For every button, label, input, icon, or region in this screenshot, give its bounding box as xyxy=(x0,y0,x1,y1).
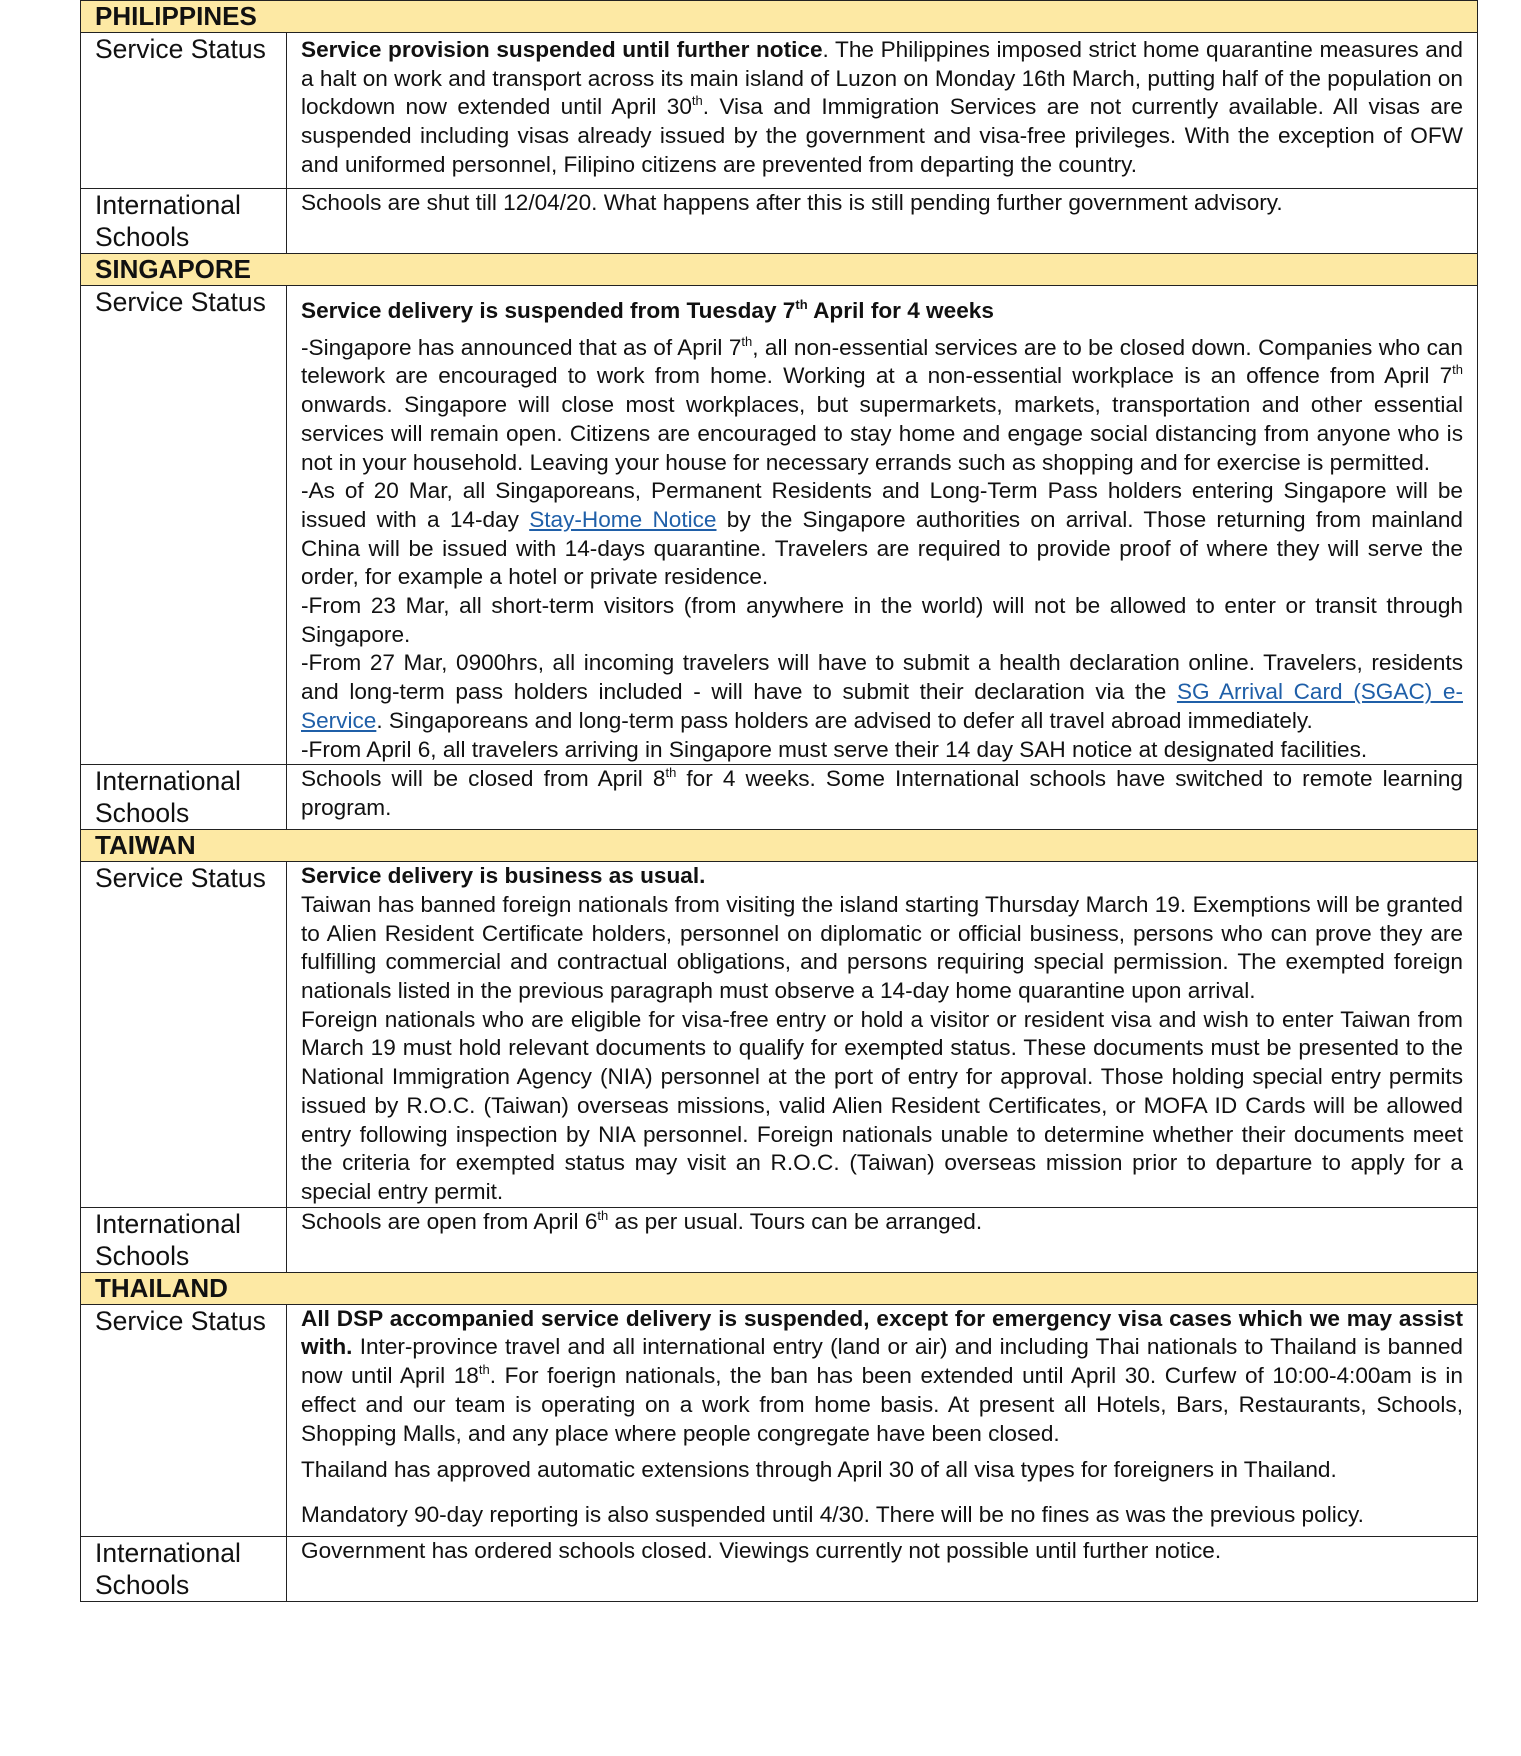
country-header-row xyxy=(81,254,1478,286)
international-schools-content: Schools are shut till 12/04/20. What happens after this is still pending further government advisory. xyxy=(287,189,1478,254)
international-schools-content: Government has ordered schools closed. Viewings currently not possible until further notice. xyxy=(287,1536,1478,1601)
service-status-label: Service Status xyxy=(81,286,287,765)
service-text: -Singapore has announced that as of April 7 xyxy=(301,334,742,360)
service-text: . Visa and Immigration Services are not currently available. All visas are suspended including visas already issued by the government and visa-free privileges. With the exception of OFW and uniformed personnel, Filipino citizens are prevented from departing the country. xyxy=(301,94,1463,177)
service-status-content xyxy=(287,1304,1478,1536)
country-header-row xyxy=(81,1,1478,33)
service-text: by the Singapore authorities on arrival. Those returning from mainland China will be issued with 14-days quarantine. Travelers are required to provide proof of where they will serve the order, for example a hotel or private residence. xyxy=(301,506,1463,590)
country-name: SINGAPORE xyxy=(81,254,1478,286)
service-paragraph xyxy=(301,477,1463,592)
international-schools-row xyxy=(81,189,1478,254)
international-schools-content xyxy=(287,1207,1478,1272)
service-lead: Service delivery is business as usual. xyxy=(301,863,706,889)
service-status-label: Service Status xyxy=(81,862,287,1207)
service-text: , all non-essential services are to be closed down. Companies who can telework are encouraged to work from home. Working at a non-essential workplace is an offence from April 7 xyxy=(301,334,1463,389)
service-text: onwards. Singapore will close most workplaces, but supermarkets, markets, transportation and other essential services will remain open. Citizens are encouraged to stay home and engage social distancing from anyone who is not in your household. Leaving your house for necessary errands such as shopping and for exercise is permitted. xyxy=(301,392,1463,475)
service-text: . For foerign nationals, the ban has been extended until April 30. Curfew of 10:00-4:00am is in effect and our team is operating on a work from home basis. At present all Hotels, Bars, Restaurants, Schools, Shopping Malls, and any place where people congregate have been closed. xyxy=(301,1363,1463,1446)
service-status-content xyxy=(287,862,1478,1207)
superscript: th xyxy=(1452,362,1463,378)
superscript: th xyxy=(478,1362,490,1378)
service-paragraph: -From April 6, all travelers arriving in Singapore must serve their 14 day SAH notice at designated facilities. xyxy=(301,736,1368,762)
country-status-table xyxy=(80,0,1478,1602)
international-schools-row xyxy=(81,765,1478,830)
service-paragraph: Taiwan has banned foreign nationals from visiting the island starting Thursday March 19. Exemptions will be granted to Alien Resident Certificate holders, personnel on diplomatic or official business, persons who can prove they are fulfilling commercial and contractual obligations, and persons requiring special permission. The exempted foreign nationals listed in the previous paragraph must observe a 14-day home quarantine upon arrival. xyxy=(301,891,1463,1004)
superscript: th xyxy=(665,765,677,781)
service-text: . The Philippines imposed strict home quarantine measures and a halt on work and transport across its main island of Luzon on Monday 16th March, putting half of the population on lockdown now extended until April 30 xyxy=(301,37,1463,120)
country-name: PHILIPPINES xyxy=(81,1,1478,33)
schools-text: Schools are open from April 6 xyxy=(301,1208,598,1234)
schools-text: as per usual. Tours can be arranged. xyxy=(608,1208,983,1234)
international-schools-content xyxy=(287,765,1478,830)
service-text: . Singaporeans and long-term pass holders are advised to defer all travel abroad immediately. xyxy=(376,707,1313,733)
superscript: th xyxy=(597,1207,609,1223)
service-paragraph xyxy=(301,334,1463,478)
service-paragraph: -From 23 Mar, all short-term visitors (from anywhere in the world) will not be allowed to enter or transit through Singapore. xyxy=(301,593,1463,647)
superscript: th xyxy=(741,333,753,349)
service-lead xyxy=(301,297,1463,326)
service-lead-text: April for 4 weeks xyxy=(807,298,994,323)
service-paragraph xyxy=(301,649,1463,735)
international-schools-row xyxy=(81,1536,1478,1601)
service-status-content xyxy=(287,286,1478,765)
service-status-label: Service Status xyxy=(81,1304,287,1536)
service-status-row xyxy=(81,862,1478,1207)
international-schools-row xyxy=(81,1207,1478,1272)
international-schools-label: International Schools xyxy=(81,765,287,830)
service-paragraph xyxy=(301,1305,1463,1449)
country-name: TAIWAN xyxy=(81,830,1478,862)
sg-arrival-card-link[interactable]: SG Arrival Card (SGAC) e-Service xyxy=(301,679,1463,733)
country-name: THAILAND xyxy=(81,1272,1478,1304)
service-status-row xyxy=(81,286,1478,765)
service-paragraph: Thailand has approved automatic extensions through April 30 of all visa types for foreigners in Thailand. xyxy=(301,1457,1337,1483)
service-paragraph: Foreign nationals who are eligible for visa-free entry or hold a visitor or resident visa and wish to enter Taiwan from March 19 must hold relevant documents to qualify for exempted status. These documents must be presented to the National Immigration Agency (NIA) personnel at the port of entry for approval. Those holding special entry permits issued by R.O.C. (Taiwan) overseas missions, valid Alien Resident Certificates, or MOFA ID Cards will be allowed entry following inspection by NIA personnel. Foreign nationals unable to determine whether their documents meet the criteria for exempted status may visit an R.O.C. (Taiwan) overseas mission prior to departure to apply for a special entry permit. xyxy=(301,1006,1463,1204)
service-text: -As of 20 Mar, all Singaporeans, Permanent Residents and Long-Term Pass holders entering Singapore will be issued with a 14-day xyxy=(301,478,1463,532)
service-lead: Service provision suspended until further notice xyxy=(301,37,823,62)
service-status-row xyxy=(81,33,1478,189)
service-status-row xyxy=(81,1304,1478,1536)
service-paragraph: Mandatory 90-day reporting is also suspended until 4/30. There will be no fines as was the previous policy. xyxy=(301,1501,1364,1527)
service-text: -From 27 Mar, 0900hrs, all incoming travelers will have to submit a health declaration online. Travelers, residents and long-term pass holders included - will have to submit their declaration via the xyxy=(301,650,1463,705)
schools-text: Schools will be closed from April 8 xyxy=(301,766,666,792)
schools-text: for 4 weeks. Some International schools have switched to remote learning program. xyxy=(301,766,1463,820)
service-lead: All DSP accompanied service delivery is suspended, except for emergency visa cases which we may assist with. xyxy=(301,1305,1463,1360)
superscript: th xyxy=(795,297,808,312)
international-schools-label: International Schools xyxy=(81,1536,287,1601)
stay-home-notice-link[interactable]: Stay-Home Notice xyxy=(529,506,717,532)
service-status-label: Service Status xyxy=(81,33,287,189)
service-paragraph xyxy=(301,36,1463,180)
service-lead-text: Service delivery is suspended from Tuesday 7 xyxy=(301,298,796,323)
country-header-row xyxy=(81,1272,1478,1304)
service-text: Inter-province travel and all international entry (land or air) and including Thai nationals to Thailand is banned now until April 18 xyxy=(301,1334,1463,1389)
international-schools-label: International Schools xyxy=(81,189,287,254)
country-header-row xyxy=(81,830,1478,862)
service-status-content xyxy=(287,33,1478,189)
superscript: th xyxy=(691,93,703,109)
international-schools-label: International Schools xyxy=(81,1207,287,1272)
